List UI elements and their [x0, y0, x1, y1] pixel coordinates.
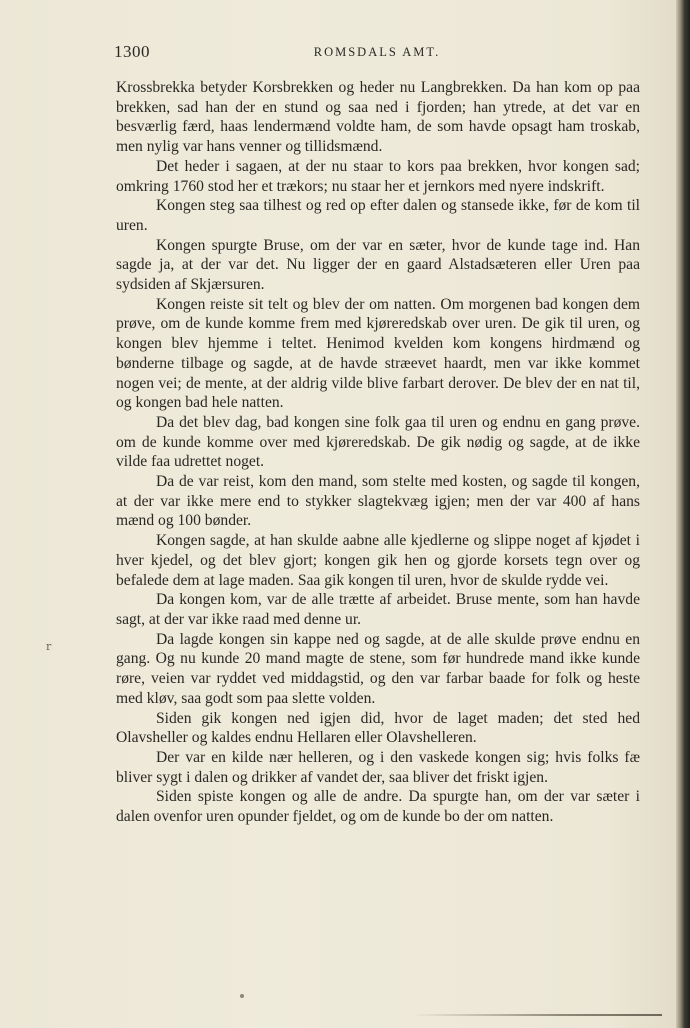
paragraph: Kongen sagde, at han skulde aabne alle kjedlerne og slippe noget af kjødet i hver kjedel, og det blev gjort; kongen gik hen og gjorde korsets tegn over og befalede dem at lage maden. Saa gik kongen til uren, hvor de skulde rydde vei. [116, 532, 640, 589]
margin-mark: r [46, 640, 52, 653]
paragraph: Siden gik kongen ned igjen did, hvor de laget maden; det sted hed Olavsheller og kaldes endnu Hellaren eller Olavshelleren. [116, 709, 640, 747]
paragraph: Kongen steg saa tilhest og red op efter dalen og stansede ikke, før de kom til uren. [116, 197, 640, 234]
page-header [114, 42, 640, 66]
binding-edge [676, 0, 690, 1028]
paragraph: Da det blev dag, bad kongen sine folk gaa til uren og endnu en gang prøve. om de kunde komme over med kjøreredskab. De gik nødig og sagde, at de ikke vilde faa udrettet noget. [116, 413, 640, 471]
paragraph: Det heder i sagaen, at der nu staar to kors paa brekken, hvor kongen sad; omkring 1760 stod her et trækors; nu staar her et jernkors med nyere indskrift. [116, 157, 640, 195]
page-number: 1300 [114, 42, 150, 61]
ink-speck [240, 994, 244, 998]
paragraph: Siden spiste kongen og alle de andre. Da spurgte han, om der var sæter i dalen ovenfor uren opunder fjeldet, og om de kunde bo der om natten. [116, 788, 640, 826]
body-text [116, 78, 640, 827]
page-edge-shadow [412, 1014, 662, 1016]
paragraph: Da lagde kongen sin kappe ned og sagde, at de alle skulde prøve endnu en gang. Og nu kunde 20 mand magte de stene, som før hundrede mand ikke kunde røre, veien var ryddet ved middagstid, og den var farbar baade for folk og heste med kløv, saa godt som paa slette volden. [116, 630, 640, 707]
paragraph: Krossbrekka betyder Korsbrekken og heder nu Langbrekken. Da han kom op paa brekken, sad han der en stund og saa ned i fjorden; han ytrede, at det var en besværlig færd, haas lendermænd voldte ham, de som havde opsagt ham troskab, men nylig var hans venner og tillidsmænd. [116, 79, 640, 156]
paragraph: Kongen reiste sit telt og blev der om natten. Om morgenen bad kongen dem prøve, om de kunde komme frem med kjøreredskab over uren. De gik til uren, og kongen blev hjemme i teltet. Henimod kvelden kom kongens hirdmænd og bønderne tilbage og sagde, at de havde stræevet haardt, men var ikke kommet nogen vei; de mente, at der aldrig vilde blive farbart derover. De blev der en nat til, og kongen bad hele natten. [116, 295, 640, 412]
paragraph: Kongen spurgte Bruse, om der var en sæter, hvor de kunde tage ind. Han sagde ja, at der var det. Nu ligger der en gaard Alstadsæteren eller Uren paa sydsiden af Skjærsuren. [116, 236, 640, 294]
paragraph: Da kongen kom, var de alle trætte af arbeidet. Bruse mente, som han havde sagt, at der var ikke raad med denne ur. [116, 591, 640, 628]
running-head: ROMSDALS AMT. [313, 45, 441, 59]
paragraph: Der var en kilde nær helleren, og i den vaskede kongen sig; hvis folks fæ bliver sygt i dalen og drikker af vandet der, saa bliver det friskt igjen. [116, 748, 640, 786]
paragraph: Da de var reist, kom den mand, som stelte med kosten, og sagde til kongen, at der var ikke mere end to stykker slagtekvæg igjen; men der var 400 af hans mænd og 100 bønder. [116, 473, 640, 530]
